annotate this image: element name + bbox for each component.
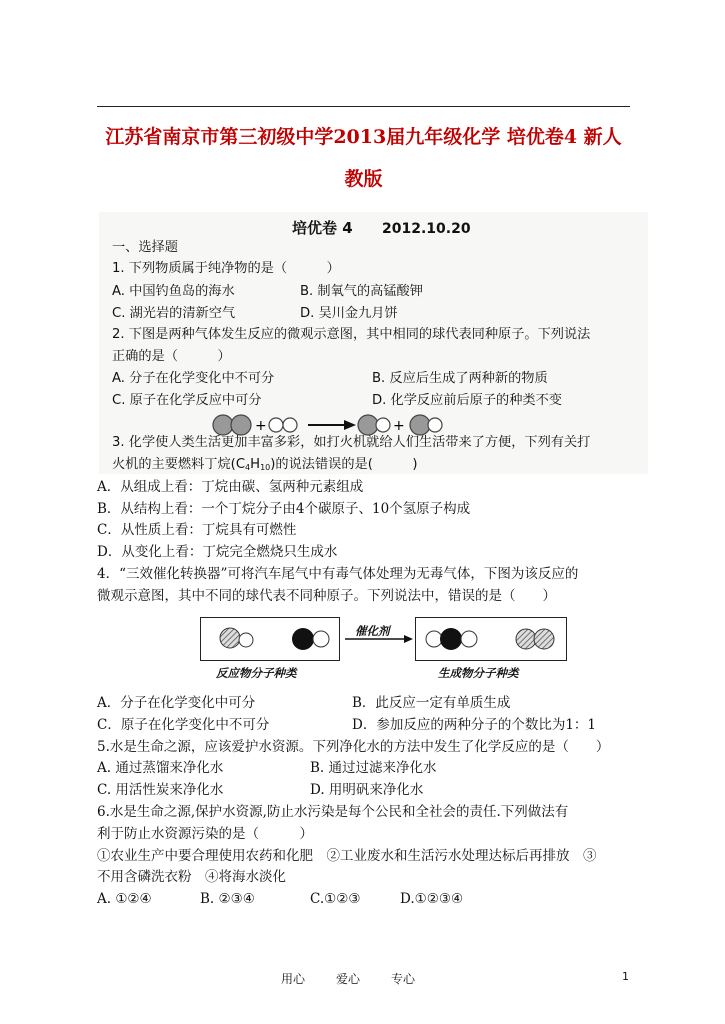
q3-formula-sub1: 4 <box>245 463 251 472</box>
q5-option-b: B. 通过过滤来净化水 <box>310 760 437 776</box>
svg-text:+: + <box>393 418 405 434</box>
q5-option-c: C. 用活性炭来净化水 <box>97 782 224 798</box>
q2-stem-line1: 2. 下图是两种气体发生反应的微观示意图，其中相同的球代表同种原子。下列说法 <box>112 327 591 342</box>
q2-stem-line2: 正确的是（ ） <box>112 349 231 364</box>
section-label: 一、选择题 <box>112 240 178 255</box>
q6-option-b: B. ②③④ <box>200 891 255 907</box>
q3-formula-sub2: 10 <box>260 463 271 472</box>
q2-option-d: D. 化学反应前后原子的种类不变 <box>372 393 562 408</box>
q5-stem: 5.水是生命之源，应该爱护水资源。下列净化水的方法中发生了化学反应的是（ ） <box>97 739 610 755</box>
q4-stem-line1: 4．“三效催化转换器”可将汽车尾气中有毒气体处理为无毒气体，下图为该反应的 <box>97 566 579 582</box>
q2-option-c: C. 原子在化学反应中可分 <box>112 393 262 408</box>
footer-word-1: 用心 <box>281 972 306 986</box>
q1-option-d: D. 吴川金九月饼 <box>300 306 398 321</box>
q1-option-a: A. 中国钓鱼岛的海水 <box>112 284 235 299</box>
q6-stem-line4: 不用含磷洗衣粉 ④将海水淡化 <box>97 869 286 885</box>
document-title: 江苏省南京市第三初级中学2013届九年级化学 培优卷4 新人教版 <box>105 126 622 190</box>
page-number: 1 <box>622 970 629 983</box>
q3-stem-line1: 3. 化学使人类生活更加丰富多彩，如打火机就给人们生活带来了方便，下列有关打 <box>112 435 591 450</box>
q6-option-a: A. ①②④ <box>97 891 152 907</box>
q3-formula-h: H <box>250 457 261 472</box>
q4-stem-line2: 微观示意图，其中不同的球代表不同种原子。下列说法中，错误的是（ ） <box>97 588 556 604</box>
q2-option-a: A. 分子在化学变化中不可分 <box>112 371 275 386</box>
q6-stem-line1: 6.水是生命之源,保护水资源,防止水污染是每个公民和全社会的责任.下列做法有 <box>97 804 569 820</box>
q5-option-a: A. 通过蒸馏来净化水 <box>97 760 224 776</box>
q3-stem-line2 <box>112 456 418 477</box>
q6-option-c: C.①②③ <box>310 891 361 907</box>
products-label: 生成物分子种类 <box>438 666 519 680</box>
q3-option-d: D．从变化上看：丁烷完全燃烧只生成水 <box>97 544 338 560</box>
q5-option-d: D. 用明矾来净化水 <box>310 782 424 798</box>
q4-option-c: C．原子在化学变化中不可分 <box>97 717 270 733</box>
q3-option-a: A．从组成上看：丁烷由碳、氢两种元素组成 <box>97 479 364 495</box>
footer-word-3: 专心 <box>391 972 416 986</box>
q6-stem-line3: ①农业生产中要合理使用农药和化肥 ②工业废水和生活污水处理达标后再排放 ③ <box>97 848 597 864</box>
catalyst-label: 催化剂 <box>355 624 390 638</box>
q1-option-c: C. 湖光岩的清新空气 <box>112 306 236 321</box>
q3-option-b: B．从结构上看：一个丁烷分子由4个碳原子、10个氢原子构成 <box>97 501 471 517</box>
reactants-label: 反应物分子种类 <box>216 666 297 680</box>
footer-word-2: 爱心 <box>336 972 361 986</box>
q4-option-d: D．参加反应的两种分子的个数比为1：1 <box>352 717 597 733</box>
q3-fuel-suffix: )的说法错误的是( ) <box>270 457 418 472</box>
q3-option-c: C．从性质上看：丁烷具有可燃性 <box>97 522 297 538</box>
q4-option-a: A．分子在化学变化中可分 <box>97 695 256 711</box>
q1-stem: 1. 下列物质属于纯净物的是（ ） <box>112 261 340 276</box>
header-rule <box>97 106 630 107</box>
q6-stem-line2: 利于防止水资源污染的是（ ） <box>97 826 313 842</box>
q4-option-b: B．此反应一定有单质生成 <box>352 695 511 711</box>
q1-option-b: B. 制氧气的高锰酸钾 <box>300 284 423 299</box>
q2-option-b: B. 反应后生成了两种新的物质 <box>372 371 548 386</box>
scan-header-date: 2012.10.20 <box>382 221 471 237</box>
q6-option-d: D.①②③④ <box>400 891 464 907</box>
q3-fuel-prefix: 火机的主要燃料丁烷(C <box>112 457 246 472</box>
svg-text:+: + <box>255 418 267 434</box>
scan-header-title: 培优卷 4 <box>292 219 353 237</box>
